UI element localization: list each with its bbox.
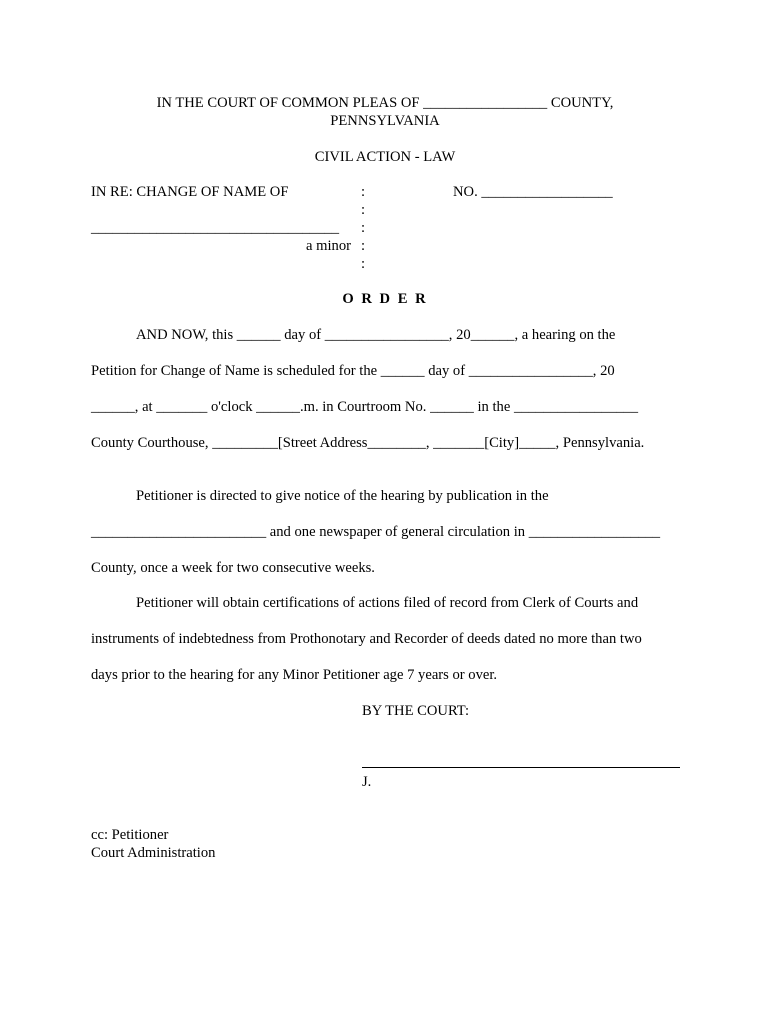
certification-paragraph-line: days prior to the hearing for any Minor Petitioner age 7 years or over. bbox=[91, 667, 498, 683]
docket-number: NO. __________________ bbox=[453, 184, 613, 200]
caption-colon: : bbox=[361, 256, 366, 272]
order-paragraph-line: ______, at _______ o'clock ______.m. in Courtroom No. ______ in the _________________ bbox=[91, 399, 639, 415]
signature-line bbox=[362, 767, 680, 768]
in-re-label: IN RE: CHANGE OF NAME OF bbox=[91, 184, 289, 200]
judge-label: J. bbox=[362, 774, 372, 790]
cc-line: Court Administration bbox=[91, 845, 216, 861]
caption-colon: : bbox=[361, 220, 366, 236]
caption-colon: : bbox=[361, 202, 366, 218]
certification-paragraph-line: Petitioner will obtain certifications of actions filed of record from Clerk of Courts and bbox=[136, 595, 639, 611]
order-paragraph-line: County Courthouse, _________[Street Address________, _______[City]_____, Pennsylvania. bbox=[91, 435, 645, 451]
caption-colon: : bbox=[361, 184, 366, 200]
court-state: PENNSYLVANIA bbox=[330, 113, 440, 129]
name-blank: __________________________________ bbox=[91, 220, 340, 236]
order-paragraph-line: Petition for Change of Name is scheduled for the ______ day of _________________, 20 bbox=[91, 363, 615, 379]
order-paragraph-line: AND NOW, this ______ day of _________________, 20______, a hearing on the bbox=[136, 327, 616, 343]
notice-paragraph-line: ________________________ and one newspaper of general circulation in __________________ bbox=[91, 524, 661, 540]
minor-label: a minor bbox=[306, 238, 351, 254]
action-type: CIVIL ACTION - LAW bbox=[314, 149, 456, 165]
notice-paragraph-line: Petitioner is directed to give notice of the hearing by publication in the bbox=[136, 488, 549, 504]
caption-colon: : bbox=[361, 238, 366, 254]
certification-paragraph-line: instruments of indebtedness from Prothonotary and Recorder of deeds dated no more than two bbox=[91, 631, 642, 647]
notice-paragraph-line: County, once a week for two consecutive weeks. bbox=[91, 560, 375, 576]
order-title: O R D E R bbox=[342, 291, 428, 307]
by-the-court: BY THE COURT: bbox=[362, 703, 470, 719]
cc-line: cc: Petitioner bbox=[91, 827, 169, 843]
court-heading: IN THE COURT OF COMMON PLEAS OF _________________ COUNTY, bbox=[156, 95, 614, 111]
